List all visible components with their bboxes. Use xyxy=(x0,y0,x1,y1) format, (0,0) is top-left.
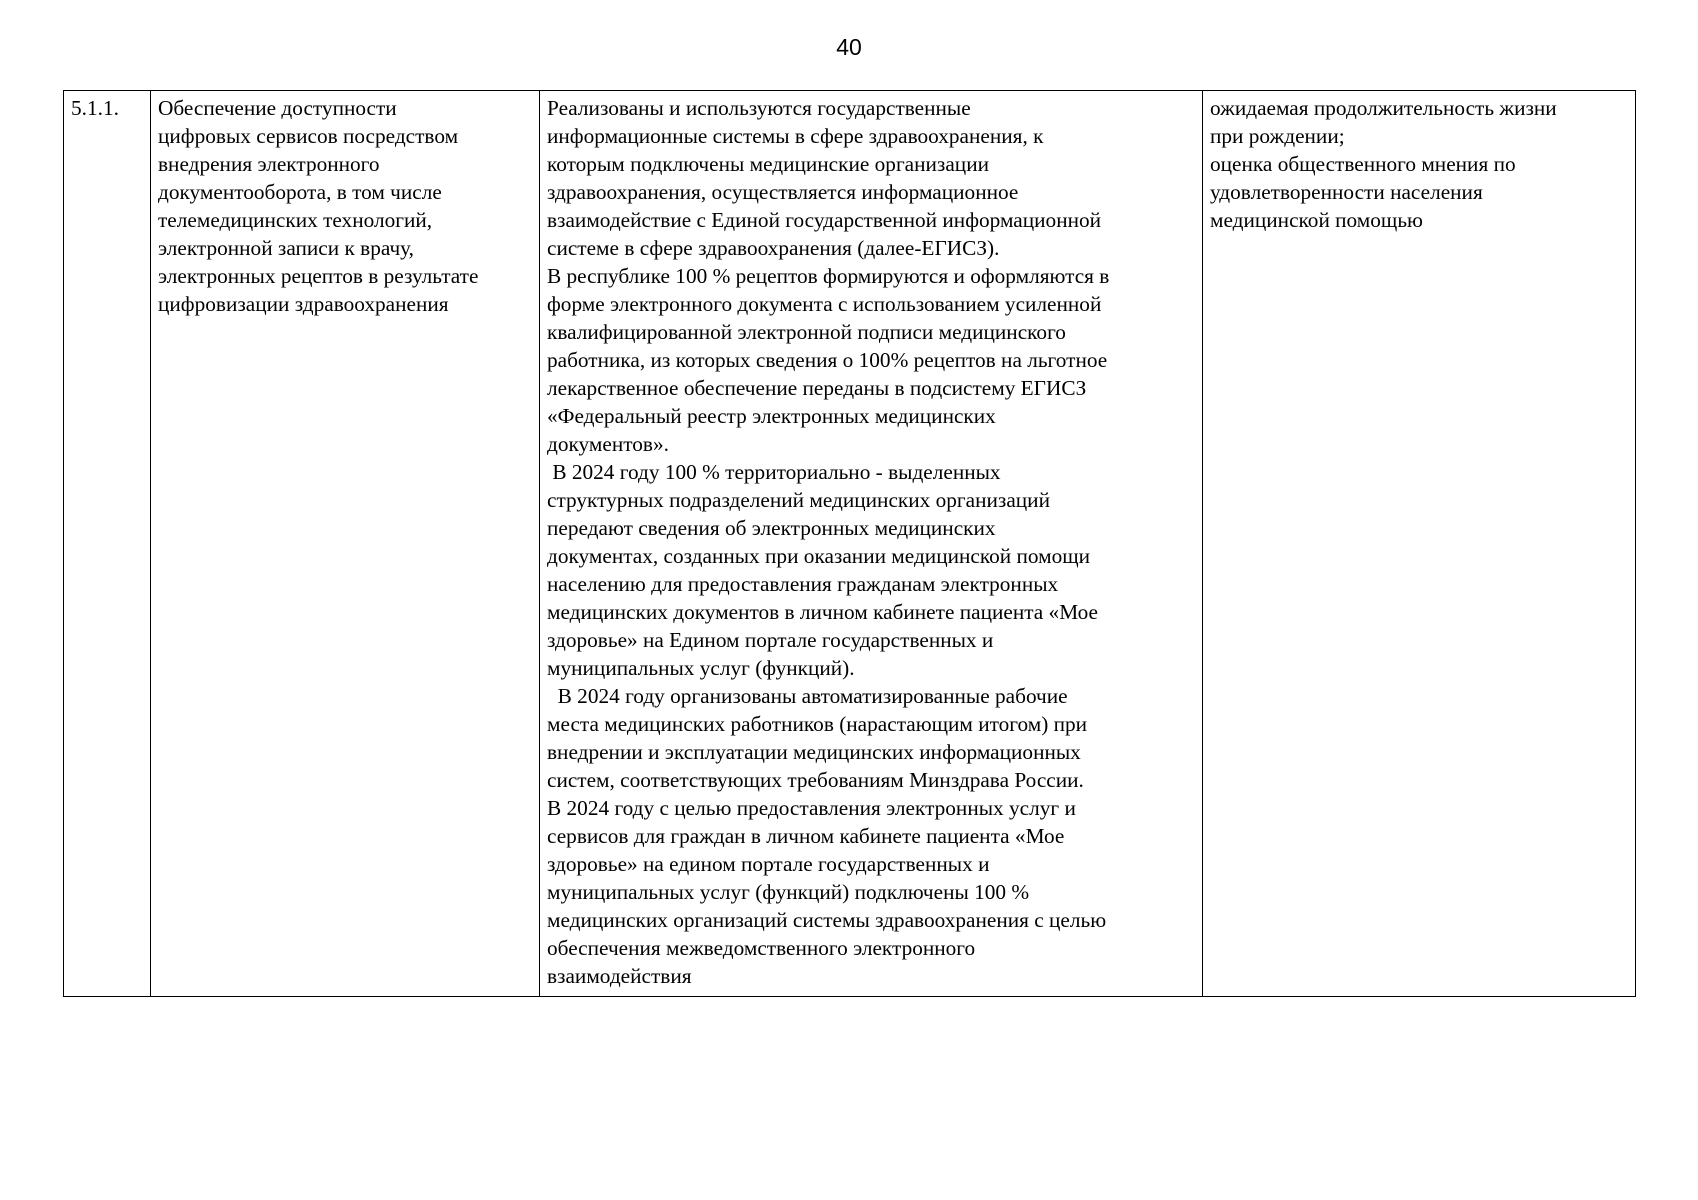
task-text-line: документооборота, в том числе xyxy=(158,180,442,204)
result-text-line: взаимодействия xyxy=(547,964,692,988)
task-text-line: цифровизации здравоохранения xyxy=(158,292,449,316)
result-text-line: здоровье» на едином портале государственных и xyxy=(547,852,990,876)
result-text-line: системе в сфере здравоохранения (далее-ЕГИСЗ). xyxy=(547,236,1000,260)
indicator-text-line: медицинской помощью xyxy=(1210,208,1423,232)
indicators-cell xyxy=(1203,91,1636,997)
result-description-cell xyxy=(540,91,1203,997)
result-text-line: лекарственное обеспечение переданы в подсистему ЕГИСЗ xyxy=(547,376,1087,400)
result-text-line: квалифицированной электронной подписи медицинского xyxy=(547,320,1066,344)
result-text-line: муниципальных услуг (функций) подключены 100 % xyxy=(547,880,1030,904)
result-text-line: медицинских документов в личном кабинете пациента «Мое xyxy=(547,600,1098,624)
result-text-line: документов». xyxy=(547,432,669,456)
result-text-line: которым подключены медицинские организации xyxy=(547,152,989,176)
task-text-line: электронной записи к врачу, xyxy=(158,236,415,260)
result-text-line: В 2024 году организованы автоматизированные рабочие xyxy=(547,684,1068,708)
page-number: 40 xyxy=(836,34,862,60)
item-number-cell xyxy=(64,91,151,997)
indicator-text-line: удовлетворенности населения xyxy=(1210,180,1483,204)
result-text-line: форме электронного документа с использованием усиленной xyxy=(547,292,1102,316)
result-text-line: медицинских организаций системы здравоохранения с целью xyxy=(547,908,1107,932)
result-text-line: В 2024 году 100 % территориально - выделенных xyxy=(547,460,1001,484)
indicator-text-line: оценка общественного мнения по xyxy=(1210,152,1516,176)
measures-table xyxy=(63,90,1636,997)
result-text-line: места медицинских работников (нарастающим итогом) при xyxy=(547,712,1088,736)
indicator-text-line: ожидаемая продолжительность жизни xyxy=(1210,96,1557,120)
result-text-line: В республике 100 % рецептов формируются и оформляются в xyxy=(547,264,1110,288)
result-text-line: документах, созданных при оказании медицинской помощи xyxy=(547,544,1091,568)
result-text-line: муниципальных услуг (функций). xyxy=(547,656,855,680)
result-text-line: здравоохранения, осуществляется информационное xyxy=(547,180,1019,204)
task-text-line: электронных рецептов в результате xyxy=(158,264,479,288)
table-row xyxy=(64,91,1636,997)
result-text-line: внедрении и эксплуатации медицинских информационных xyxy=(547,740,1081,764)
result-text-line: В 2024 году с целью предоставления электронных услуг и xyxy=(547,796,1076,820)
result-text-line: взаимодействие с Единой государственной информационной xyxy=(547,208,1102,232)
result-text-line: сервисов для граждан в личном кабинете пациента «Мое xyxy=(547,824,1065,848)
result-text-line: структурных подразделений медицинских организаций xyxy=(547,488,1050,512)
item-number: 5.1.1. xyxy=(71,96,119,120)
task-text-line: телемедицинских технологий, xyxy=(158,208,433,232)
result-text-line: обеспечения межведомственного электронного xyxy=(547,936,976,960)
result-text-line: населению для предоставления гражданам электронных xyxy=(547,572,1059,596)
result-text-line: информационные системы в сфере здравоохранения, к xyxy=(547,124,1044,148)
task-text-line: внедрения электронного xyxy=(158,152,380,176)
result-text-line: Реализованы и используются государственные xyxy=(547,96,971,120)
indicator-text-line: при рождении; xyxy=(1210,124,1345,148)
result-text-line: систем, соответствующих требованиям Минздрава России. xyxy=(547,768,1084,792)
result-text-line: здоровье» на Едином портале государственных и xyxy=(547,628,994,652)
result-text-line: передают сведения об электронных медицинских xyxy=(547,516,996,540)
task-text-line: Обеспечение доступности xyxy=(158,96,397,120)
result-text-line: работника, из которых сведения о 100% рецептов на льготное xyxy=(547,348,1108,372)
task-text-line: цифровых сервисов посредством xyxy=(158,124,459,148)
task-description-cell xyxy=(151,91,540,997)
result-text-line: «Федеральный реестр электронных медицинских xyxy=(547,404,996,428)
